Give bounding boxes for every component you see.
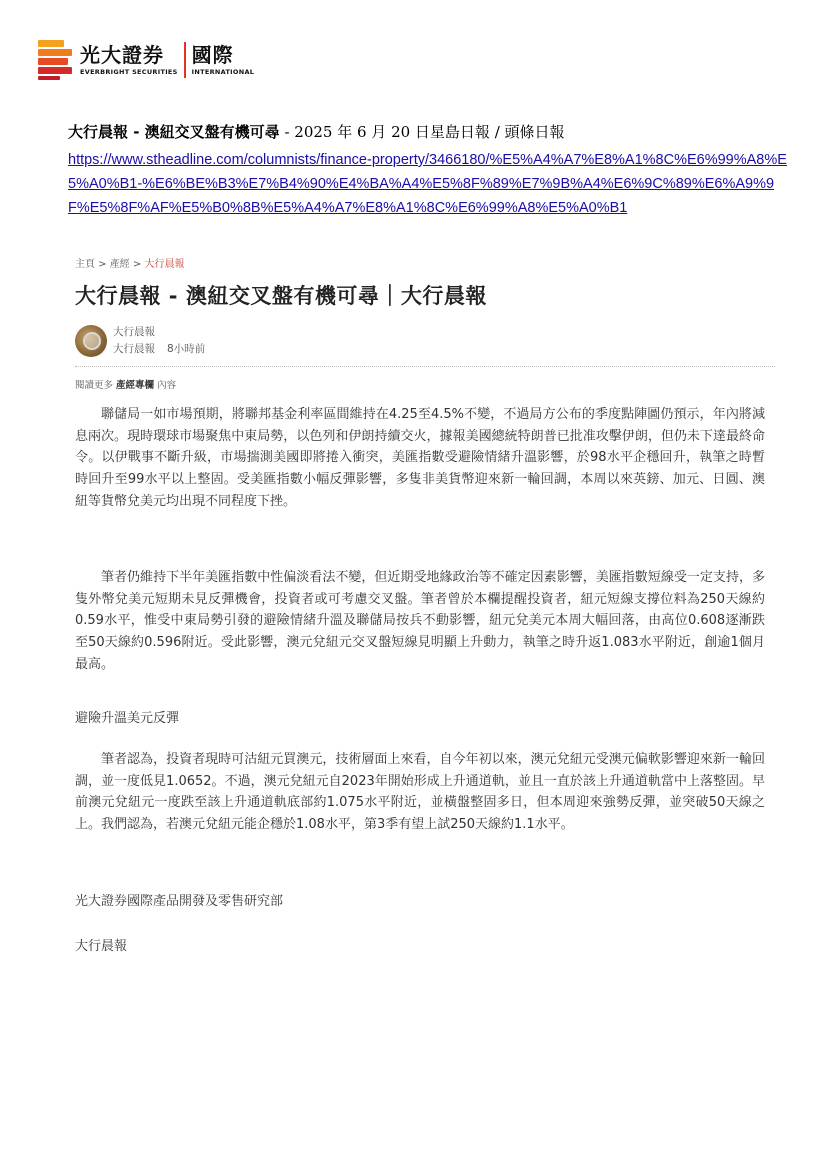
divider	[75, 366, 775, 367]
logo-mark-icon	[38, 40, 72, 80]
department-name: 光大證券國際產品開發及零售研究部	[75, 894, 284, 909]
breadcrumb-section[interactable]: 產經	[109, 259, 130, 270]
logo-divider	[184, 42, 186, 78]
article-paragraph-2: 筆者仍維持下半年美匯指數中性偏淡看法不變，但近期受地緣政治等不確定因素影響，美匯指數短線受一定支持，多隻外幣兌美元短期未見反彈機會，投資者或可考慮交叉盤。筆者曾於本欄提醒投資者，紐元短線支撐位料為250天線約0.59水平，惟受中東局勢引發的避險情緒升溫及聯儲局按兵不動影響，紐元兌美元本周大幅回落，由高位0.608逐漸跌至50天線約0.596附近。受此影響，澳元兌紐元交叉盤短線見明顯上升動力，執筆之時升返1.083水平附近，創逾1個月最高。	[75, 570, 765, 672]
breadcrumb-home[interactable]: 主頁	[75, 259, 95, 270]
document-heading	[68, 121, 565, 142]
heading-title: 大行晨報 - 澳紐交叉盤有機可尋	[68, 123, 280, 141]
article-paragraph-3: 筆者認為，投資者現時可沽紐元買澳元，技術層面上來看，自今年初以來，澳元兌紐元受澳元偏軟影響迎來新一輪回調，並一度低見1.0652。不過，澳元兌紐元自2023年開始形成上升通道軌，並且一直於該上升通道軌當中上落整固。早前澳元兌紐元一度跌至該上升通道軌底部約1.075水平附近，並橫盤整固多日，但本周迎來強勢反彈，並突破50天線之上。我們認為，若澳元兌紐元能企穩於1.08水平，第3季有望上試250天線約1.1水平。	[75, 752, 765, 833]
read-more-link[interactable]: 產經專欄	[116, 380, 155, 391]
logo-intl-en: INTERNATIONAL	[191, 68, 255, 76]
heading-source: - 2025 年 6 月 20 日星島日報 / 頭條日報	[279, 123, 565, 141]
read-more: 閱讀更多 產經專欄 內容	[75, 380, 177, 391]
article-title: 大行晨報 - 澳紐交叉盤有機可尋｜大行晨報	[75, 284, 487, 308]
company-logo	[38, 40, 254, 80]
breadcrumb: 主頁 > 產經 > 大行晨報	[75, 259, 185, 270]
author-byline: 大行晨報	[113, 343, 155, 355]
signature: 大行晨報	[75, 939, 128, 954]
breadcrumb-current[interactable]: 大行晨報	[144, 259, 185, 270]
publish-time: 8小時前	[167, 343, 206, 355]
author-block	[75, 324, 775, 358]
article-subheading: 避險升溫美元反彈	[75, 711, 180, 726]
logo-intl-cn: 國際	[191, 43, 234, 67]
author-name[interactable]: 大行晨報	[113, 326, 155, 338]
avatar[interactable]	[75, 325, 107, 357]
logo-name-en: EVERBRIGHT SECURITIES	[80, 68, 178, 76]
logo-name-cn: 光大證券	[80, 43, 164, 67]
article-screenshot	[75, 255, 775, 391]
article-paragraph-1: 聯儲局一如市場預期，將聯邦基金利率區間維持在4.25至4.5%不變，不過局方公布的季度點陣圖仍預示，年內將減息兩次。現時環球市場聚焦中東局勢，以色列和伊朗持續交火，據報美國總統特朗普已批准攻擊伊朗，但仍未下達最終命令。以伊戰事不斷升級，市場揣測美國即將捲入衝突，美匯指數受避險情緒升溫影響，於98水平企穩回升，執筆之時暫時回升至99水平以上整固。受美匯指數小幅反彈影響，多隻非美貨幣迎來新一輪回調，本周以來英鎊、加元、日圓、澳紐等貨幣兌美元均出現不同程度下挫。	[75, 407, 765, 509]
source-link[interactable]: https://www.stheadline.com/columnists/finance-property/3466180/%E5%A4%A7%E8%A1%8C%E6%99%A8%E5%A0%B1-%E6%BE%B3%E7%B4%90%E4%BA%A4%E5%8F%89%E7%9B%A4%E6%9C%89%E6%A9%9F%E5%8F%AF%E5%B0%8B%E5%A4%A7%E8%A1%8C%E6%99%A8%E5%A0%B1	[68, 152, 787, 216]
